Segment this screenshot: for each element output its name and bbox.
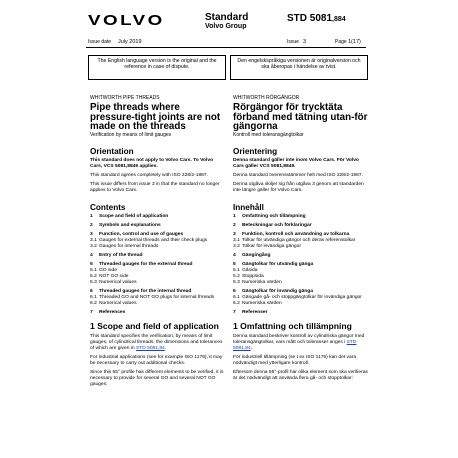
toc-entry[interactable]	[90, 253, 225, 259]
toc-entry[interactable]	[233, 301, 368, 307]
toc-entry-title: Function, control and use of gauges	[99, 231, 184, 237]
toc-entry[interactable]	[90, 280, 225, 286]
issue-date-label: Issue date	[88, 39, 112, 45]
orientation-paragraph: Denna standard gäller inte inom Volvo Cars. För Volvo Cars gäller VCS 5081,8849.	[233, 157, 359, 169]
scope-text: Denna standard beskriver kontroll av cylindriska gängor med toleransgängtolkar, vars mått och toleranser anges i	[233, 333, 365, 345]
toc-entry-number: 5.3	[90, 279, 97, 285]
toc-entry-number: 3.1	[90, 237, 97, 243]
issue-value: 3	[303, 39, 307, 45]
swedish-column	[233, 95, 368, 385]
toc-entry-title: Gängade gå- och stoppgängtolkar för invändiga gängor	[242, 294, 362, 300]
toc-entry-title: References	[99, 309, 126, 315]
toc-entry-number: 5	[233, 261, 236, 267]
scope-heading: 1 Scope and field of application	[90, 320, 219, 331]
scope-paragraph	[90, 334, 225, 352]
toc-entry-number: 5.2	[233, 273, 240, 279]
table-of-contents	[233, 214, 368, 316]
toc-entry-number: 6	[233, 288, 236, 294]
toc-entry-number: 2	[90, 222, 93, 228]
toc-entry-title: Gängtolkar för invändig gänga	[242, 288, 313, 294]
notice-box-en: The English language version is the original and the reference in case of dispute.	[88, 55, 226, 80]
orientation-heading: Orientation	[90, 146, 134, 156]
toc-entry[interactable]	[90, 301, 225, 307]
scope-paragraph: For industrial applications (see for example ISO 1179), it may be necessary to carry out additional checks.	[90, 354, 223, 366]
toc-entry-title: NOT GO side	[99, 273, 129, 279]
std-reference-link[interactable]: STD 5081,84	[233, 339, 357, 351]
toc-entry[interactable]	[233, 253, 368, 259]
toc-entry-number: 3	[233, 231, 236, 237]
toc-entry-number: 4	[90, 252, 93, 258]
orientation-heading: Orientering	[233, 146, 278, 156]
toc-entry-number: 6.1	[233, 294, 240, 300]
scope-text-end: .	[164, 345, 167, 351]
volvo-logo: VOLVO	[88, 12, 165, 29]
toc-entry-number: 7	[90, 309, 93, 315]
toc-entry[interactable]	[90, 223, 225, 229]
orientation-paragraph: Denna utgåva skiljer sig från utgåva 3 genom att standarden inte längre gäller för Volvo Cars.	[233, 181, 364, 193]
header-divider	[86, 47, 366, 48]
toc-entry-title: Threaded GO and NOT GO plugs for internal threads	[99, 294, 215, 300]
toc-entry-number: 7	[233, 309, 236, 315]
orientation-paragraph: This standard does not apply to Volvo Cars. To Volvo Cars, VCS 5081,8849 applies.	[90, 157, 214, 169]
toc-entry-title: Threaded gauges for the internal thread	[99, 288, 192, 294]
toc-entry[interactable]	[233, 280, 368, 286]
toc-entry-title: Omfattning och tillämpning	[242, 213, 306, 219]
toc-entry-number: 1	[90, 213, 93, 219]
toc-entry-title: Tolkar för invändiga gängor	[242, 243, 301, 249]
std-reference-link[interactable]: STD 5081,84	[135, 345, 165, 351]
page-label: Page	[335, 39, 347, 45]
document-title: Pipe threads where pressure-tight joints are not made on the threads	[90, 102, 221, 133]
toc-entry-title: Gängtolkar för utvändig gänga	[242, 261, 314, 267]
issue-date-value: July 2019	[118, 39, 142, 45]
toc-entry[interactable]	[233, 223, 368, 229]
issue-label: Issue	[287, 39, 299, 45]
standard-number-main: STD 5081	[287, 13, 333, 24]
toc-entry[interactable]	[233, 244, 368, 250]
english-column	[90, 95, 225, 391]
contents-heading: Contents	[90, 202, 126, 212]
toc-entry-title: Gauges for external threads and their check plugs	[99, 237, 208, 243]
standard-label: Standard	[205, 12, 249, 23]
toc-entry-number: 3	[90, 231, 93, 237]
toc-entry-number: 3.2	[233, 243, 240, 249]
category-label: WHITWORTH PIPE THREADS	[90, 95, 160, 101]
toc-entry-number: 5.1	[233, 267, 240, 273]
toc-entry-number: 6.2	[90, 300, 97, 306]
toc-entry-number: 5.2	[90, 273, 97, 279]
scope-text-end: .	[250, 345, 253, 351]
toc-entry-title: Numerical values	[99, 300, 137, 306]
category-label: WHITWORTH RÖRGÄNGOR	[233, 95, 300, 101]
scope-paragraph: Eftersom denna 55°-profil har olika element som ska verifieras är det nödvändigt att använda flera gå- och stopptolkar:	[233, 369, 368, 381]
toc-entry-title: Threaded gauges for the external thread	[99, 261, 193, 267]
toc-entry[interactable]	[233, 214, 368, 220]
toc-entry-title: Funktion, kontroll och användning av tolkarna	[242, 231, 350, 237]
toc-entry-number: 6.1	[90, 294, 97, 300]
toc-entry-number: 5.3	[233, 279, 240, 285]
document-title: Rörgängor för trycktäta förband med tätning utan-för gängorna	[233, 102, 368, 133]
toc-entry-title: Numerical values	[99, 279, 137, 285]
toc-entry-title: Entry of the thread	[99, 252, 143, 258]
scope-paragraph: Since this 55° profile has different elements to be verified, it is necessary to provide for several GO and several NOT GO gauges:	[90, 369, 224, 387]
toc-entry-number: 6.2	[233, 300, 240, 306]
orientation-paragraph: This issue differs from issue 3 in that the standard no longer applies to Volvo Cars.	[90, 181, 220, 193]
toc-entry-number: 5	[90, 261, 93, 267]
toc-entry-title: Referenser	[242, 309, 268, 315]
toc-entry-title: Beteckningar och förklaringar	[242, 222, 312, 228]
toc-entry[interactable]	[90, 310, 225, 316]
toc-entry-number: 3.2	[90, 243, 97, 249]
toc-entry-title: Gängingång	[242, 252, 271, 258]
standard-number	[287, 13, 346, 24]
orientation-paragraph: Denna standard överensstämmer helt med ISO 228/2-1987.	[233, 172, 363, 178]
scope-paragraph	[233, 334, 368, 352]
toc-entry-title: Scope and field of application	[99, 213, 169, 219]
scope-heading: 1 Omfattning och tillämpning	[233, 320, 352, 331]
toc-entry-title: Symbols and explanations	[99, 222, 161, 228]
toc-entry-number: 5.1	[90, 267, 97, 273]
toc-entry-number: 1	[233, 213, 236, 219]
scope-text: This standard specifies the verification, by means of limit gauges, of cylindrical threads, the dimensions and tolerances of which are given in	[90, 333, 223, 351]
notice-box-sv: Den engelskspråkiga versionen är originalversion och ska åberopas i händelse av tvist.	[230, 55, 368, 80]
standard-number-suffix: ,884	[332, 16, 346, 23]
toc-entry-title: Stoppsida	[242, 273, 264, 279]
document-subtitle: Verification by means of limit gauges	[90, 131, 172, 138]
toc-entry-number: 4	[233, 252, 236, 258]
toc-entry[interactable]	[90, 244, 225, 250]
orientation-paragraph: This standard agrees completely with ISO 228/2-1987.	[90, 172, 208, 178]
toc-entry-title: Gauges for internal threads	[99, 243, 159, 249]
page-value: 1(17)	[348, 39, 361, 45]
contents-heading: Innehåll	[233, 202, 264, 212]
toc-entry-number: 2	[233, 222, 236, 228]
toc-entry-title: GO side	[99, 267, 117, 273]
document-subtitle: Kontroll med toleransgängtolkar	[233, 131, 304, 138]
toc-entry-title: Numeriska värden	[242, 300, 282, 306]
toc-entry-number: 6	[90, 288, 93, 294]
toc-entry[interactable]	[90, 214, 225, 220]
table-of-contents	[90, 214, 225, 316]
volvo-group-label: Volvo Group	[205, 23, 247, 30]
toc-entry-title: Tolkar för utvändiga gängor och deras referenstolkar	[242, 237, 356, 243]
toc-entry-title: Numeriska värden	[242, 279, 282, 285]
scope-paragraph: För industriell tillämpning (se t ex ISO 1179) kan det vara nödvändigt med ytterligare kontroll.	[233, 354, 357, 366]
toc-entry-title: Gåsida	[242, 267, 258, 273]
toc-entry[interactable]	[233, 310, 368, 316]
toc-entry-number: 3.1	[233, 237, 240, 243]
